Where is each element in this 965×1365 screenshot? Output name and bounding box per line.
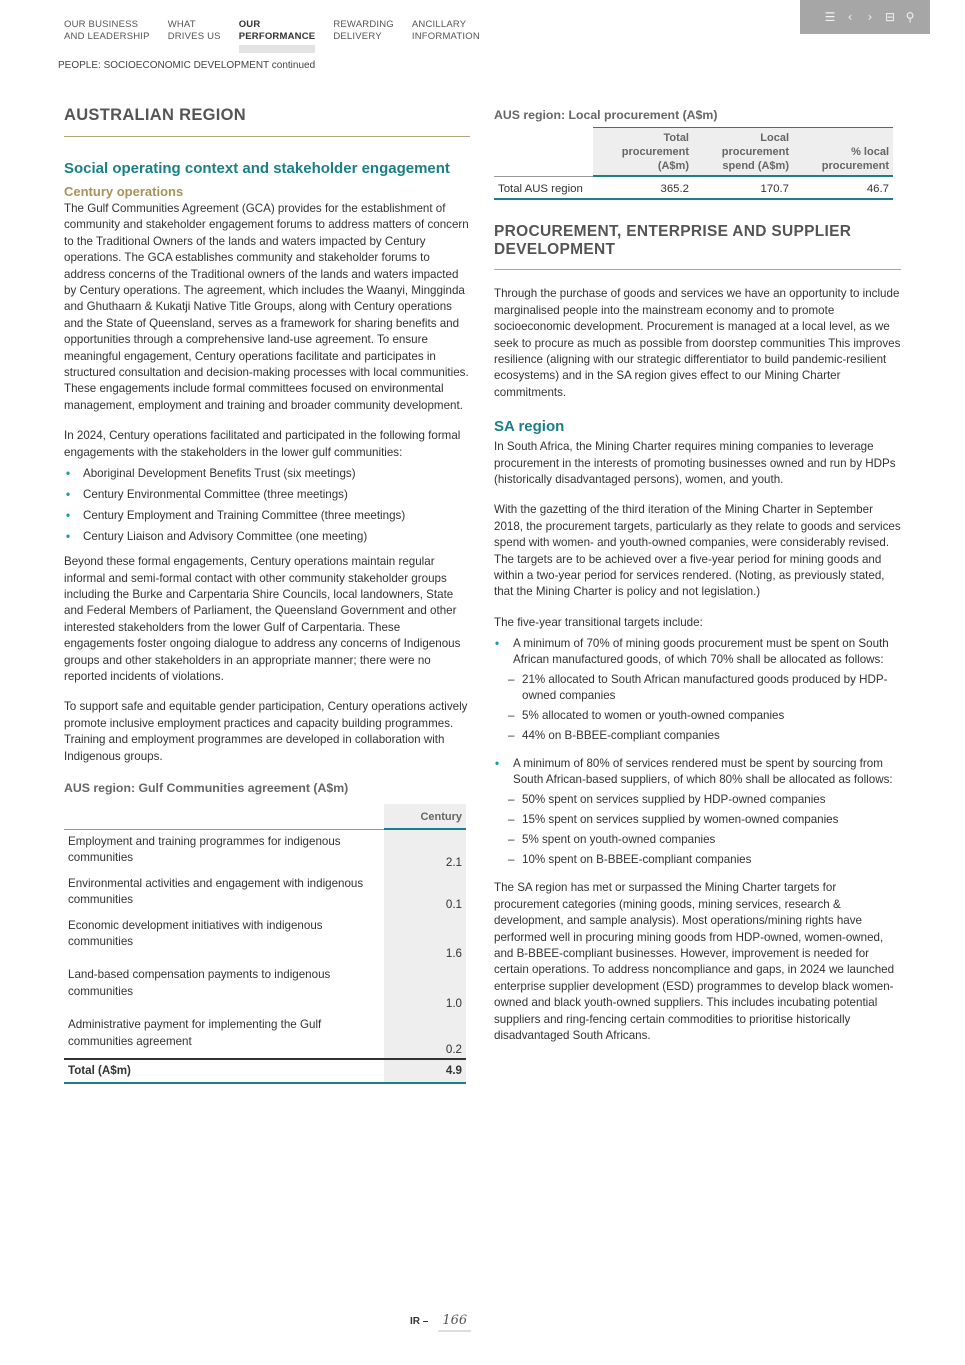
- row-value: 1.0: [384, 963, 466, 1013]
- table-header-blank: [494, 128, 593, 177]
- sub-list: [494, 672, 901, 744]
- sub-list-item: – 50% spent on services supplied by HDP-owned companies: [494, 792, 901, 808]
- sub-list-item: – 5% allocated to women or youth-owned companies: [494, 708, 901, 724]
- engagement-list: [64, 466, 470, 545]
- nav-label-line2: PERFORMANCE: [238, 31, 316, 42]
- footer-label: IR –: [410, 1316, 429, 1327]
- list-item: • Century Environmental Committee (three meetings): [64, 487, 470, 503]
- top-nav: [64, 19, 498, 53]
- local-table-title: AUS region: Local procurement (A$m): [494, 108, 718, 122]
- table-row: [494, 176, 893, 199]
- chevron-left-icon[interactable]: ‹: [847, 10, 853, 24]
- breadcrumb-section: PEOPLE: SOCIOECONOMIC DEVELOPMENT: [58, 60, 269, 71]
- target-text: A minimum of 80% of services rendered must be spent by sourcing from South African-based suppliers, of which 80% shall be allocated as follows:: [513, 757, 893, 787]
- page-footer: [410, 1313, 471, 1332]
- list-item: • Aboriginal Development Benefits Trust (six meetings): [64, 466, 470, 482]
- row-label: Employment and training programmes for indigenous communities: [64, 829, 384, 871]
- bookmark-icon[interactable]: ⊟: [884, 10, 896, 24]
- table-total-row: [64, 1059, 466, 1083]
- sub-list-item: – 21% allocated to South African manufactured goods produced by HDP-owned companies: [494, 672, 901, 704]
- nav-label-line1: WHAT: [167, 19, 196, 30]
- nav-label-line2: DRIVES US: [167, 31, 221, 42]
- nav-label-line2: AND LEADERSHIP: [64, 31, 150, 42]
- total-label: Total (A$m): [64, 1059, 384, 1083]
- targets-list: [494, 636, 901, 868]
- paragraph: In South Africa, the Mining Charter requires mining companies to leverage procurement in the interests of promoting businesses owned and run by HDPs (historically disadvantaged persons), women, and youth.: [494, 440, 896, 487]
- paragraph: Through the purchase of goods and services we have an opportunity to include marginalised people into the mainstream economy and to promote socioeconomic development. Procurement is managed at a local level, as we seek to procure as much as possible from doorstep communities This improves resilience (aligning with our strategic differentiator to build pandemic-resilient ecosystems) and in the SA region gives effect to our Mining Charter commitments.: [494, 287, 901, 399]
- table-row: [64, 871, 466, 913]
- list-item: [494, 636, 901, 744]
- row-label: Total AUS region: [494, 176, 593, 199]
- breadcrumb-suffix: continued: [268, 60, 316, 71]
- row-value: 1.6: [384, 913, 466, 963]
- region-heading: AUSTRALIAN REGION: [64, 106, 470, 137]
- table-header-blank: [64, 804, 384, 829]
- local-procurement-table: [494, 127, 893, 200]
- chevron-right-icon[interactable]: ›: [867, 10, 873, 24]
- list-item: • Century Employment and Training Committee (three meetings): [64, 508, 470, 524]
- search-icon[interactable]: ⚲: [905, 10, 915, 24]
- paragraph: The five-year transitional targets include:: [494, 615, 703, 629]
- nav-what-drives-us[interactable]: [168, 19, 221, 53]
- row-value: 365.2: [593, 176, 693, 199]
- row-value: 2.1: [384, 829, 466, 871]
- total-value: 4.9: [384, 1059, 466, 1083]
- breadcrumb: [58, 60, 315, 71]
- row-value: 0.1: [384, 871, 466, 913]
- sub-heading: Century operations: [64, 184, 184, 199]
- sub-list-item: – 10% spent on B-BBEE-compliant companies: [494, 852, 901, 868]
- sa-region-heading: SA region: [494, 418, 565, 436]
- nav-ancillary-information[interactable]: [412, 19, 480, 53]
- target-text: A minimum of 70% of mining goods procurement must be spent on South African manufactured goods, of which 70% shall be allocated as follows:: [513, 637, 889, 667]
- sub-list-item: – 5% spent on youth-owned companies: [494, 832, 901, 848]
- nav-label-line1: OUR: [238, 19, 261, 30]
- sub-list-item: – 15% spent on services supplied by women-owned companies: [494, 812, 901, 828]
- row-label: Land-based compensation payments to indigenous communities: [64, 963, 384, 1013]
- paragraph: To support safe and equitable gender participation, Century operations actively promote inclusive employment practices and capacity building programmes. Training and employment programmes are developed in collaboration with Indigenous groups.: [64, 700, 468, 763]
- nav-label-line1: REWARDING: [333, 19, 394, 30]
- row-value: 0.2: [384, 1013, 466, 1059]
- menu-icon[interactable]: ☰: [824, 10, 836, 24]
- row-value: 46.7: [793, 176, 893, 199]
- table-row: [64, 1013, 466, 1059]
- table-row: [64, 963, 466, 1013]
- table-header-century: Century: [384, 804, 466, 829]
- row-label: Administrative payment for implementing the Gulf communities agreement: [64, 1013, 384, 1059]
- row-label: Environmental activities and engagement with indigenous communities: [64, 871, 384, 913]
- paragraph: The Gulf Communities Agreement (GCA) provides for the establishment of community and stakeholder engagement forums to address matters of concern to the Traditional Owners of the lands and waters impacted by Century operations. The GCA establishes community and stakeholder forums to address concerns of the Traditional owners of the lands and waters impacted by Century operations. The agreement, which includes the Waanyi, Mingginda and Ghuthaarn & Kukatji Native Title Groups, along with Century operations and the State of Queensland, serves as a framework for sharing benefits and opportunities through a comprehensive land-use agreement. To ensure meaningful engagement, Century operations facilitate and participates in structured consultation and decision-making processes with local communities. These engagements include formal committees focused on environmental management, employment and training and broader community development.: [64, 202, 469, 412]
- row-value: 170.7: [693, 176, 793, 199]
- table-row: [64, 829, 466, 871]
- nav-label-line1: OUR BUSINESS: [64, 19, 139, 30]
- row-label: Economic development initiatives with indigenous communities: [64, 913, 384, 963]
- paragraph: In 2024, Century operations facilitated and participated in the following formal engagements with the stakeholders in the lower gulf communities:: [64, 429, 461, 459]
- nav-label-line1: ANCILLARY: [411, 19, 467, 30]
- sub-list-item: – 44% on B-BBEE-compliant companies: [494, 728, 901, 744]
- nav-label-line2: DELIVERY: [333, 31, 382, 42]
- nav-our-business[interactable]: [64, 19, 150, 53]
- paragraph: Beyond these formal engagements, Century operations maintain regular informal and semi-formal contact with other community stakeholder groups including the Burke and Carpentaria Shire Councils, local landowners, State and Federal Members of Parliament, the Queensland Government and other interested stakeholders from the lower Gulf of Carpentaria. These engagements foster ongoing dialogue to address any concerns of Indigenous groups and other stakeholders in an appropriate manner; there were no reported incidents of violations.: [64, 555, 461, 683]
- table-header: Local procurement spend (A$m): [693, 128, 793, 177]
- page-number: 166: [438, 1313, 471, 1332]
- sub-list: [494, 792, 901, 868]
- right-column: [494, 108, 901, 1044]
- paragraph: With the gazetting of the third iteration of the Mining Charter in September 2018, the procurement targets, particularly as they relate to goods and services spend with women- and youth-owned companies, were considerably revised. The targets are to be achieved over a five-year period for mining goods and within a two-year period for services rendered. (Noting, as previously stated, that the Mining Charter is policy and not legislation.): [494, 503, 901, 599]
- procurement-heading: PROCUREMENT, ENTERPRISE AND SUPPLIER DEVELOPMENT: [494, 223, 901, 270]
- list-item: • Century Liaison and Advisory Committee (one meeting): [64, 529, 470, 545]
- nav-rewarding-delivery[interactable]: [333, 19, 394, 53]
- section-heading: Social operating context and stakeholder engagement: [64, 160, 450, 177]
- gulf-table-title: AUS region: Gulf Communities agreement (A$m): [64, 780, 349, 795]
- paragraph: The SA region has met or surpassed the Mining Charter targets for procurement categories (mining goods, mining services, research & development, and sample analysis). Most operations/mining rights have performed well in procuring mining goods from HDP-owned, women-owned, and B-BBEE-compliant businesses. However, improvement is needed for certain operations. To address noncompliance and gaps, in 2024 we launched enterprise supplier development (ESD) programmes to develop black women-owned and black youth-owned suppliers. This includes incubating potential suppliers and ring-fencing certain commodities to prioritise historically disadvantaged South Africans.: [494, 881, 895, 1042]
- table-header: Total procurement (A$m): [593, 128, 693, 177]
- table-header: % local procurement: [793, 128, 893, 177]
- nav-our-performance[interactable]: [239, 19, 316, 53]
- list-item: [494, 756, 901, 868]
- left-column: [64, 106, 470, 1084]
- toolbar: [800, 0, 930, 34]
- table-row: [64, 913, 466, 963]
- nav-label-line2: INFORMATION: [411, 31, 480, 42]
- gulf-table: [64, 804, 466, 1084]
